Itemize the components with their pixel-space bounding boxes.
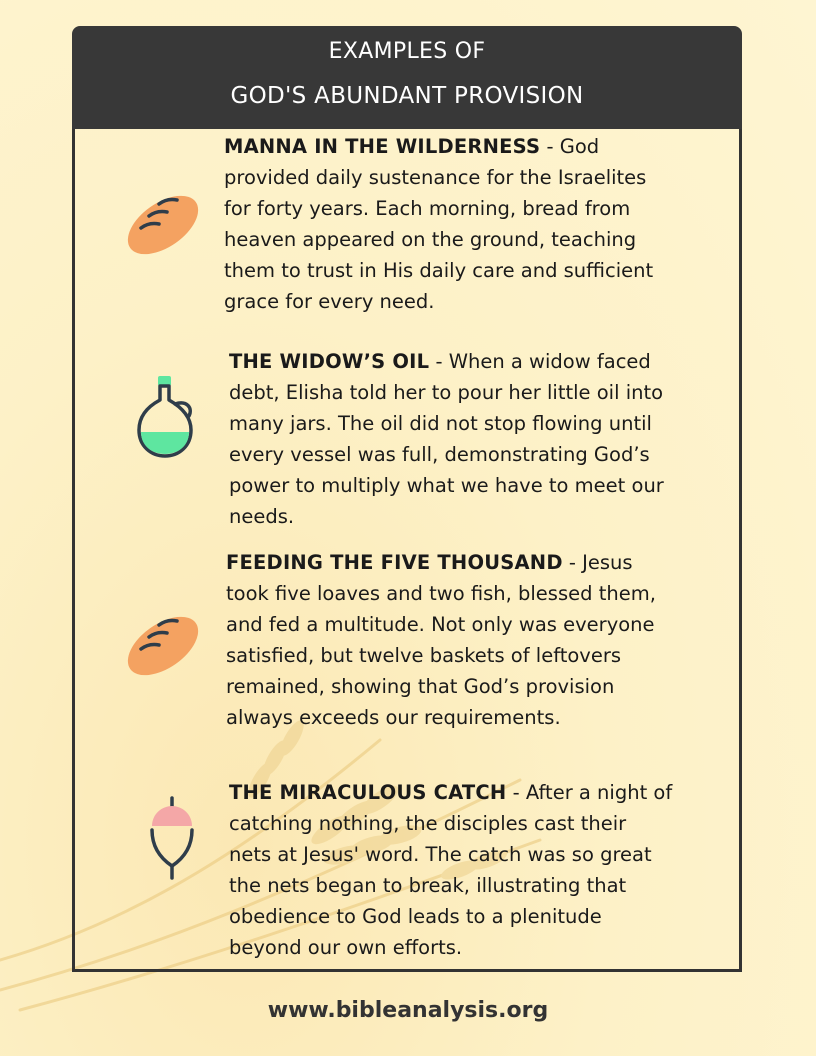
provision-card (72, 26, 742, 972)
card-header (72, 26, 742, 129)
entry-miraculous-catch (229, 777, 674, 963)
bread-icon (123, 605, 203, 687)
entry-widows-oil (229, 346, 674, 532)
entry-title: THE WIDOW’S OIL (229, 350, 430, 373)
header-line-2: GOD'S ABUNDANT PROVISION (230, 83, 584, 109)
entry-text: - After a night of catching nothing, the disciples cast their nets at Jesus' word. The catch was so great the nets began to break, illustrating that obedience to God leads to a plenitude beyond our own efforts. (229, 781, 673, 959)
entry-manna (224, 131, 669, 317)
website-url[interactable]: www.bibleanalysis.org (267, 998, 549, 1023)
bread-icon (123, 184, 203, 266)
entry-text: - God provided daily sustenance for the Israelites for forty years. Each morning, bread from heaven appeared on the ground, teaching them to trust in His daily care and sufficient grace for every need. (224, 135, 654, 313)
entry-feeding-five-thousand (226, 547, 671, 733)
oil-flask-icon (135, 374, 197, 458)
entry-title: FEEDING THE FIVE THOUSAND (226, 551, 563, 574)
card-body (72, 129, 742, 972)
entry-title: MANNA IN THE WILDERNESS (224, 135, 541, 158)
fishing-float-icon (148, 796, 196, 880)
entry-title: THE MIRACULOUS CATCH (229, 781, 507, 804)
header-line-1: EXAMPLES OF (328, 39, 486, 64)
entry-text: - Jesus took five loaves and two fish, blessed them, and fed a multitude. Not only was everyone satisfied, but twelve baskets of leftovers remained, showing that God’s provision always exceeds our requirements. (226, 551, 656, 729)
entry-text: - When a widow faced debt, Elisha told her to pour her little oil into many jars. The oil did not stop flowing until every vessel was full, demonstrating God’s power to multiply what we have to meet our needs. (229, 350, 664, 528)
